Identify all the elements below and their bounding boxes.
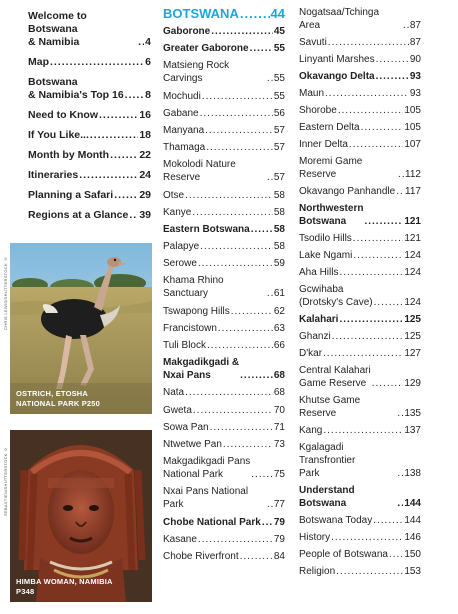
toc-entry-d-kar[interactable] [299, 347, 421, 360]
leader-dots [267, 171, 273, 184]
leader-dots [138, 36, 144, 49]
leader-dots [328, 36, 409, 49]
entry-page: 144 [404, 515, 421, 526]
entry-title: Manyana [163, 124, 205, 136]
toc-entry-greater-gaborone[interactable] [163, 42, 285, 55]
toc-entry-gcwihaba-drotsky-s-cave[interactable] [299, 283, 421, 309]
entry-title: Makgadikgadi & Nxai Pans [163, 357, 240, 382]
toc-entry-mokolodi-nature-reserve[interactable] [163, 158, 285, 184]
leader-dots [50, 56, 144, 69]
toc-column-3 [299, 6, 421, 582]
entry-title: Eastern Botswana [163, 223, 250, 235]
entry-title: Welcome to Botswana & Namibia [28, 10, 87, 48]
leader-dots [185, 189, 273, 202]
toc-entry-understand-botswana[interactable] [299, 484, 421, 510]
leader-dots [396, 185, 404, 198]
entry-page: 39 [139, 209, 151, 221]
entry-title: Greater Gaborone [163, 43, 249, 55]
entry-title: Maun [299, 88, 325, 99]
entry-page: 68 [273, 387, 285, 399]
toc-entry-lake-ngami[interactable] [299, 249, 421, 262]
toc-entry-matsieng-rock-carvings[interactable] [163, 59, 285, 85]
toc-entry-khama-rhino-sanctuary[interactable] [163, 274, 285, 300]
entry-page: 66 [273, 340, 285, 351]
front-matter-list [28, 10, 151, 229]
leader-dots [353, 249, 403, 262]
entry-title: Gaborone [163, 26, 211, 37]
toc-entry-gweta[interactable] [163, 404, 285, 417]
entry-page: 45 [273, 26, 285, 37]
entry-title: Kang [299, 425, 323, 436]
entry-page: 84 [273, 550, 285, 562]
leader-dots [325, 87, 409, 100]
entry-title: Okavango Delta [299, 71, 375, 82]
entry-page: 129 [404, 378, 421, 389]
toc-entry-religion[interactable] [299, 565, 421, 578]
toc-entry-maun[interactable] [299, 87, 421, 100]
entry-page: 57 [273, 142, 285, 154]
toc-entry-tuli-block[interactable] [163, 339, 285, 352]
entry-title: Central Kalahari Game Reserve [299, 365, 371, 389]
toc-entry-itineraries[interactable] [28, 169, 151, 182]
toc-entry-nogatsaa-tchinga-area[interactable] [299, 6, 421, 32]
entry-page: 124 [404, 297, 421, 308]
leader-dots [338, 104, 404, 117]
leader-dots [332, 330, 404, 343]
toc-entry-otse[interactable] [163, 189, 285, 202]
entry-title: Chobe Riverfront [163, 550, 239, 562]
toc-entry-if-you-like[interactable] [28, 129, 151, 142]
entry-title: Ghanzi [299, 331, 331, 342]
entry-page: 58 [273, 206, 285, 218]
entry-title: Palapye [163, 241, 200, 253]
leader-dots [240, 550, 273, 563]
entry-page: 58 [273, 189, 285, 201]
toc-entry-aha-hills[interactable] [299, 266, 421, 279]
section-page: 44 [270, 6, 285, 21]
himba-woman-photo [10, 430, 152, 602]
toc-entry-nxai-pans-national-park[interactable] [163, 485, 285, 511]
entry-page: 153 [404, 566, 421, 577]
leader-dots [198, 257, 273, 270]
entry-page: 144 [404, 498, 421, 509]
leader-dots [323, 424, 403, 437]
entry-title: Sowa Pan [163, 421, 209, 433]
entry-title: Gcwihaba (Drotsky's Cave) [299, 284, 373, 308]
entry-page: 58 [273, 241, 285, 253]
photo-credit: CHRIS LEWIS/SHUTTERSTOCK © [3, 256, 8, 330]
entry-title: Nogatsaa/Tchinga Area [299, 7, 380, 31]
entry-title: Tsodilo Hills [299, 233, 352, 244]
toc-entry-mochudi[interactable] [163, 90, 285, 103]
entry-title: D'kar [299, 348, 323, 359]
entry-title: Botswana Today [299, 515, 373, 526]
entry-title: History [299, 532, 331, 543]
entry-page: 22 [139, 149, 151, 161]
entry-page: 107 [404, 139, 421, 150]
entry-page: 79 [273, 533, 285, 545]
entry-title: Map [28, 56, 49, 68]
entry-page: 87 [409, 37, 421, 48]
toc-entry-botswana-today[interactable] [299, 514, 421, 527]
entry-page: 75 [273, 469, 285, 481]
entry-page: 58 [273, 223, 285, 235]
entry-page: 29 [139, 189, 151, 201]
entry-title: If You Like... [28, 129, 89, 141]
leader-dots [211, 25, 273, 38]
entry-title: Serowe [163, 258, 197, 270]
entry-page: 125 [404, 314, 421, 325]
leader-dots [323, 347, 403, 360]
entry-title: Makgadikgadi Pans National Park [163, 456, 251, 481]
entry-title: Khutse Game Reserve [299, 395, 361, 419]
toc-entry-shorobe[interactable] [299, 104, 421, 117]
entry-page: 8 [145, 89, 151, 101]
toc-entry-linyanti-marshes[interactable] [299, 53, 421, 66]
leader-dots [79, 169, 138, 182]
entry-page: 112 [405, 169, 421, 180]
entry-title: Mokolodi Nature Reserve [163, 159, 236, 184]
entry-page: 55 [273, 43, 285, 55]
entry-page: 16 [139, 109, 151, 121]
entry-page: 70 [273, 404, 285, 416]
entry-title: Tswapong Hills [163, 305, 230, 317]
entry-title: Nxai Pans National Park [163, 486, 249, 511]
entry-title: People of Botswana [299, 549, 388, 560]
toc-entry-need-to-know[interactable] [28, 109, 151, 122]
leader-dots [353, 232, 404, 245]
leader-dots [397, 467, 403, 480]
leader-dots [267, 287, 273, 300]
toc-entry-francistown[interactable] [163, 322, 285, 335]
entry-title: Need to Know [28, 109, 98, 121]
entry-title: Savuti [299, 37, 327, 48]
toc-entry-chobe-national-park[interactable] [163, 516, 285, 529]
entry-title: Mochudi [163, 90, 201, 102]
entry-title: Gweta [163, 404, 192, 416]
entry-page: 124 [404, 267, 421, 278]
toc-entry-central-kalahari-game-reserve[interactable] [299, 364, 421, 390]
leader-dots [376, 70, 409, 83]
toc-entry-chobe-riverfront[interactable] [163, 550, 285, 563]
entry-title: Tuli Block [163, 340, 206, 351]
leader-dots [110, 149, 138, 162]
ostrich-photo [10, 243, 152, 414]
leader-dots [202, 90, 273, 103]
leader-dots [185, 386, 273, 399]
toc-entry-kanye[interactable] [163, 206, 285, 219]
photo-caption: OSTRICH, ETOSHA NATIONAL PARK P250 [16, 389, 101, 408]
entry-page: 150 [404, 549, 421, 560]
entry-page: 79 [273, 516, 285, 528]
entry-title: Moremi Game Reserve [299, 156, 363, 180]
entry-page: 18 [139, 129, 151, 141]
leader-dots [376, 53, 409, 66]
leader-dots [99, 109, 138, 122]
leader-dots [372, 377, 404, 390]
leader-dots [231, 305, 273, 318]
entry-title: Eastern Delta [299, 122, 360, 133]
entry-page: 62 [273, 305, 285, 317]
leader-dots [207, 339, 273, 352]
entry-page: 135 [404, 408, 421, 419]
entry-title: Lake Ngami [299, 250, 353, 261]
toc-entry-regions-at-a-glance[interactable] [28, 209, 151, 222]
toc-entry-gabane[interactable] [163, 107, 285, 120]
entry-page: 6 [145, 56, 151, 68]
toc-column-2 [163, 6, 285, 567]
leader-dots [251, 223, 273, 236]
leader-dots [210, 421, 273, 434]
toc-entry-okavango-panhandle[interactable] [299, 185, 421, 198]
entry-title: Botswana & Namibia's Top 16 [28, 76, 124, 101]
leader-dots [129, 209, 138, 222]
entry-page: 105 [404, 122, 421, 133]
leader-dots [374, 296, 404, 309]
entry-page: 117 [405, 186, 421, 197]
toc-entry-serowe[interactable] [163, 257, 285, 270]
section-title: BOTSWANA [163, 6, 239, 21]
leader-dots [339, 266, 403, 279]
entry-title: Aha Hills [299, 267, 339, 278]
entry-page: 87 [409, 20, 421, 31]
entry-page: 146 [404, 532, 421, 543]
toc-entry-nata[interactable] [163, 386, 285, 399]
toc-entry-moremi-game-reserve[interactable] [299, 155, 421, 181]
entry-title: Month by Month [28, 149, 110, 161]
entry-page: 55 [273, 73, 285, 85]
entry-title: Nata [163, 387, 185, 399]
entry-page: 61 [273, 288, 285, 300]
entry-page: 56 [273, 107, 285, 119]
leader-dots [339, 313, 403, 326]
leader-dots [206, 141, 273, 154]
entry-page: 93 [409, 88, 421, 99]
leader-dots [398, 168, 404, 181]
toc-entry-inner-delta[interactable] [299, 138, 421, 151]
leader-dots [114, 189, 138, 202]
entry-title: Itineraries [28, 169, 79, 181]
entry-title: Okavango Panhandle [299, 186, 396, 197]
entry-title: Northwestern Botswana [299, 203, 364, 227]
leader-dots [389, 548, 403, 561]
leader-dots [397, 407, 403, 420]
toc-entry-history[interactable] [299, 531, 421, 544]
entry-page: 63 [273, 322, 285, 334]
entry-page: 137 [404, 425, 421, 436]
toc-list-2 [163, 25, 285, 563]
toc-entry-eastern-botswana[interactable] [163, 223, 285, 236]
toc-entry-northwestern-botswana[interactable] [299, 202, 421, 228]
photo-caption: HIMBA WOMAN, NAMIBIA P348 [16, 577, 113, 596]
toc-entry-tswapong-hills[interactable] [163, 305, 285, 318]
leader-dots [403, 19, 409, 32]
entry-title: Planning a Safari [28, 189, 114, 201]
toc-entry-ghanzi[interactable] [299, 330, 421, 343]
leader-dots [90, 129, 138, 142]
toc-entry-manyana[interactable] [163, 124, 285, 137]
toc-entry-planning-a-safari[interactable] [28, 189, 151, 202]
entry-title: Ntwetwe Pan [163, 438, 222, 450]
entry-page: 121 [404, 233, 421, 244]
entry-page: 125 [404, 331, 421, 342]
toc-entry-month-by-month[interactable] [28, 149, 151, 162]
entry-title: Matsieng Rock Carvings [163, 60, 230, 85]
section-heading-botswana[interactable] [163, 6, 285, 21]
toc-entry-kang[interactable] [299, 424, 421, 437]
entry-title: Otse [163, 189, 185, 201]
toc-entry-people-of-botswana[interactable] [299, 548, 421, 561]
leader-dots [267, 72, 273, 85]
entry-page: 55 [273, 90, 285, 102]
entry-page: 127 [404, 348, 421, 359]
toc-entry-savuti[interactable] [299, 36, 421, 49]
photo-credit: SEBASTIEN/SHUTTERSTOCK © [3, 446, 8, 516]
entry-page: 24 [139, 169, 151, 181]
leader-dots [200, 240, 273, 253]
entry-title: Khama Rhino Sanctuary [163, 275, 224, 300]
entry-title: Francistown [163, 322, 217, 334]
leader-dots [240, 6, 270, 21]
entry-page: 93 [409, 71, 421, 82]
leader-dots [240, 369, 273, 382]
entry-title: Shorobe [299, 105, 337, 116]
entry-page: 90 [409, 54, 421, 65]
leader-dots [223, 438, 273, 451]
leader-dots [331, 531, 403, 544]
entry-title: Thamaga [163, 142, 206, 154]
toc-entry-ntwetwe-pan[interactable] [163, 438, 285, 451]
leader-dots [361, 121, 404, 134]
toc-entry-gaborone[interactable] [163, 25, 285, 38]
entry-page: 124 [404, 250, 421, 261]
leader-dots [250, 42, 273, 55]
leader-dots [262, 516, 273, 529]
leader-dots [267, 498, 273, 511]
toc-entry-makgadikgadi-pans-national-park[interactable] [163, 455, 285, 481]
entry-title: Kasane [163, 533, 197, 545]
leader-dots [125, 89, 144, 102]
leader-dots [251, 468, 273, 481]
leader-dots [205, 124, 273, 137]
entry-page: 77 [273, 499, 285, 511]
leader-dots [336, 565, 403, 578]
toc-entry-makgadikgadi-nxai-pans[interactable] [163, 356, 285, 382]
toc-entry-palapye[interactable] [163, 240, 285, 253]
toc-entry-okavango-delta[interactable] [299, 70, 421, 83]
toc-entry-kalahari[interactable] [299, 313, 421, 326]
entry-page: 138 [404, 468, 421, 479]
entry-page: 57 [273, 172, 285, 184]
entry-title: Gabane [163, 107, 199, 119]
leader-dots [397, 497, 403, 510]
entry-page: 57 [273, 124, 285, 136]
entry-title: Understand Botswana [299, 485, 355, 509]
leader-dots [192, 206, 273, 219]
entry-title: Kgalagadi Transfrontier Park [299, 442, 356, 479]
leader-dots [364, 215, 403, 228]
entry-title: Kalahari [299, 314, 339, 325]
entry-page: 68 [273, 370, 285, 382]
entry-title: Regions at a Glance [28, 209, 129, 221]
entry-page: 71 [273, 421, 285, 433]
toc-entry-tsodilo-hills[interactable] [299, 232, 421, 245]
toc-entry-thamaga[interactable] [163, 141, 285, 154]
entry-page: 105 [404, 105, 421, 116]
leader-dots [373, 514, 403, 527]
leader-dots [198, 533, 273, 546]
toc-entry-kasane[interactable] [163, 533, 285, 546]
entry-page: 73 [273, 438, 285, 450]
entry-title: Kanye [163, 206, 192, 218]
toc-entry-sowa-pan[interactable] [163, 421, 285, 434]
entry-page: 4 [145, 36, 151, 48]
leader-dots [218, 322, 273, 335]
entry-title: Linyanti Marshes [299, 54, 375, 65]
entry-page: 121 [404, 216, 421, 227]
leader-dots [200, 107, 273, 120]
leader-dots [349, 138, 403, 151]
toc-entry-botswana-namibia-s-top-16[interactable] [28, 76, 151, 102]
entry-page: 59 [273, 258, 285, 270]
entry-title: Religion [299, 566, 336, 577]
toc-entry-eastern-delta[interactable] [299, 121, 421, 134]
leader-dots [193, 404, 273, 417]
entry-title: Chobe National Park [163, 516, 261, 528]
entry-title: Inner Delta [299, 139, 348, 150]
toc-entry-welcome-to-botswana-namibia[interactable] [28, 10, 151, 49]
toc-entry-map[interactable] [28, 56, 151, 69]
toc-entry-kgalagadi-transfrontier-park[interactable] [299, 441, 421, 480]
toc-entry-khutse-game-reserve[interactable] [299, 394, 421, 420]
